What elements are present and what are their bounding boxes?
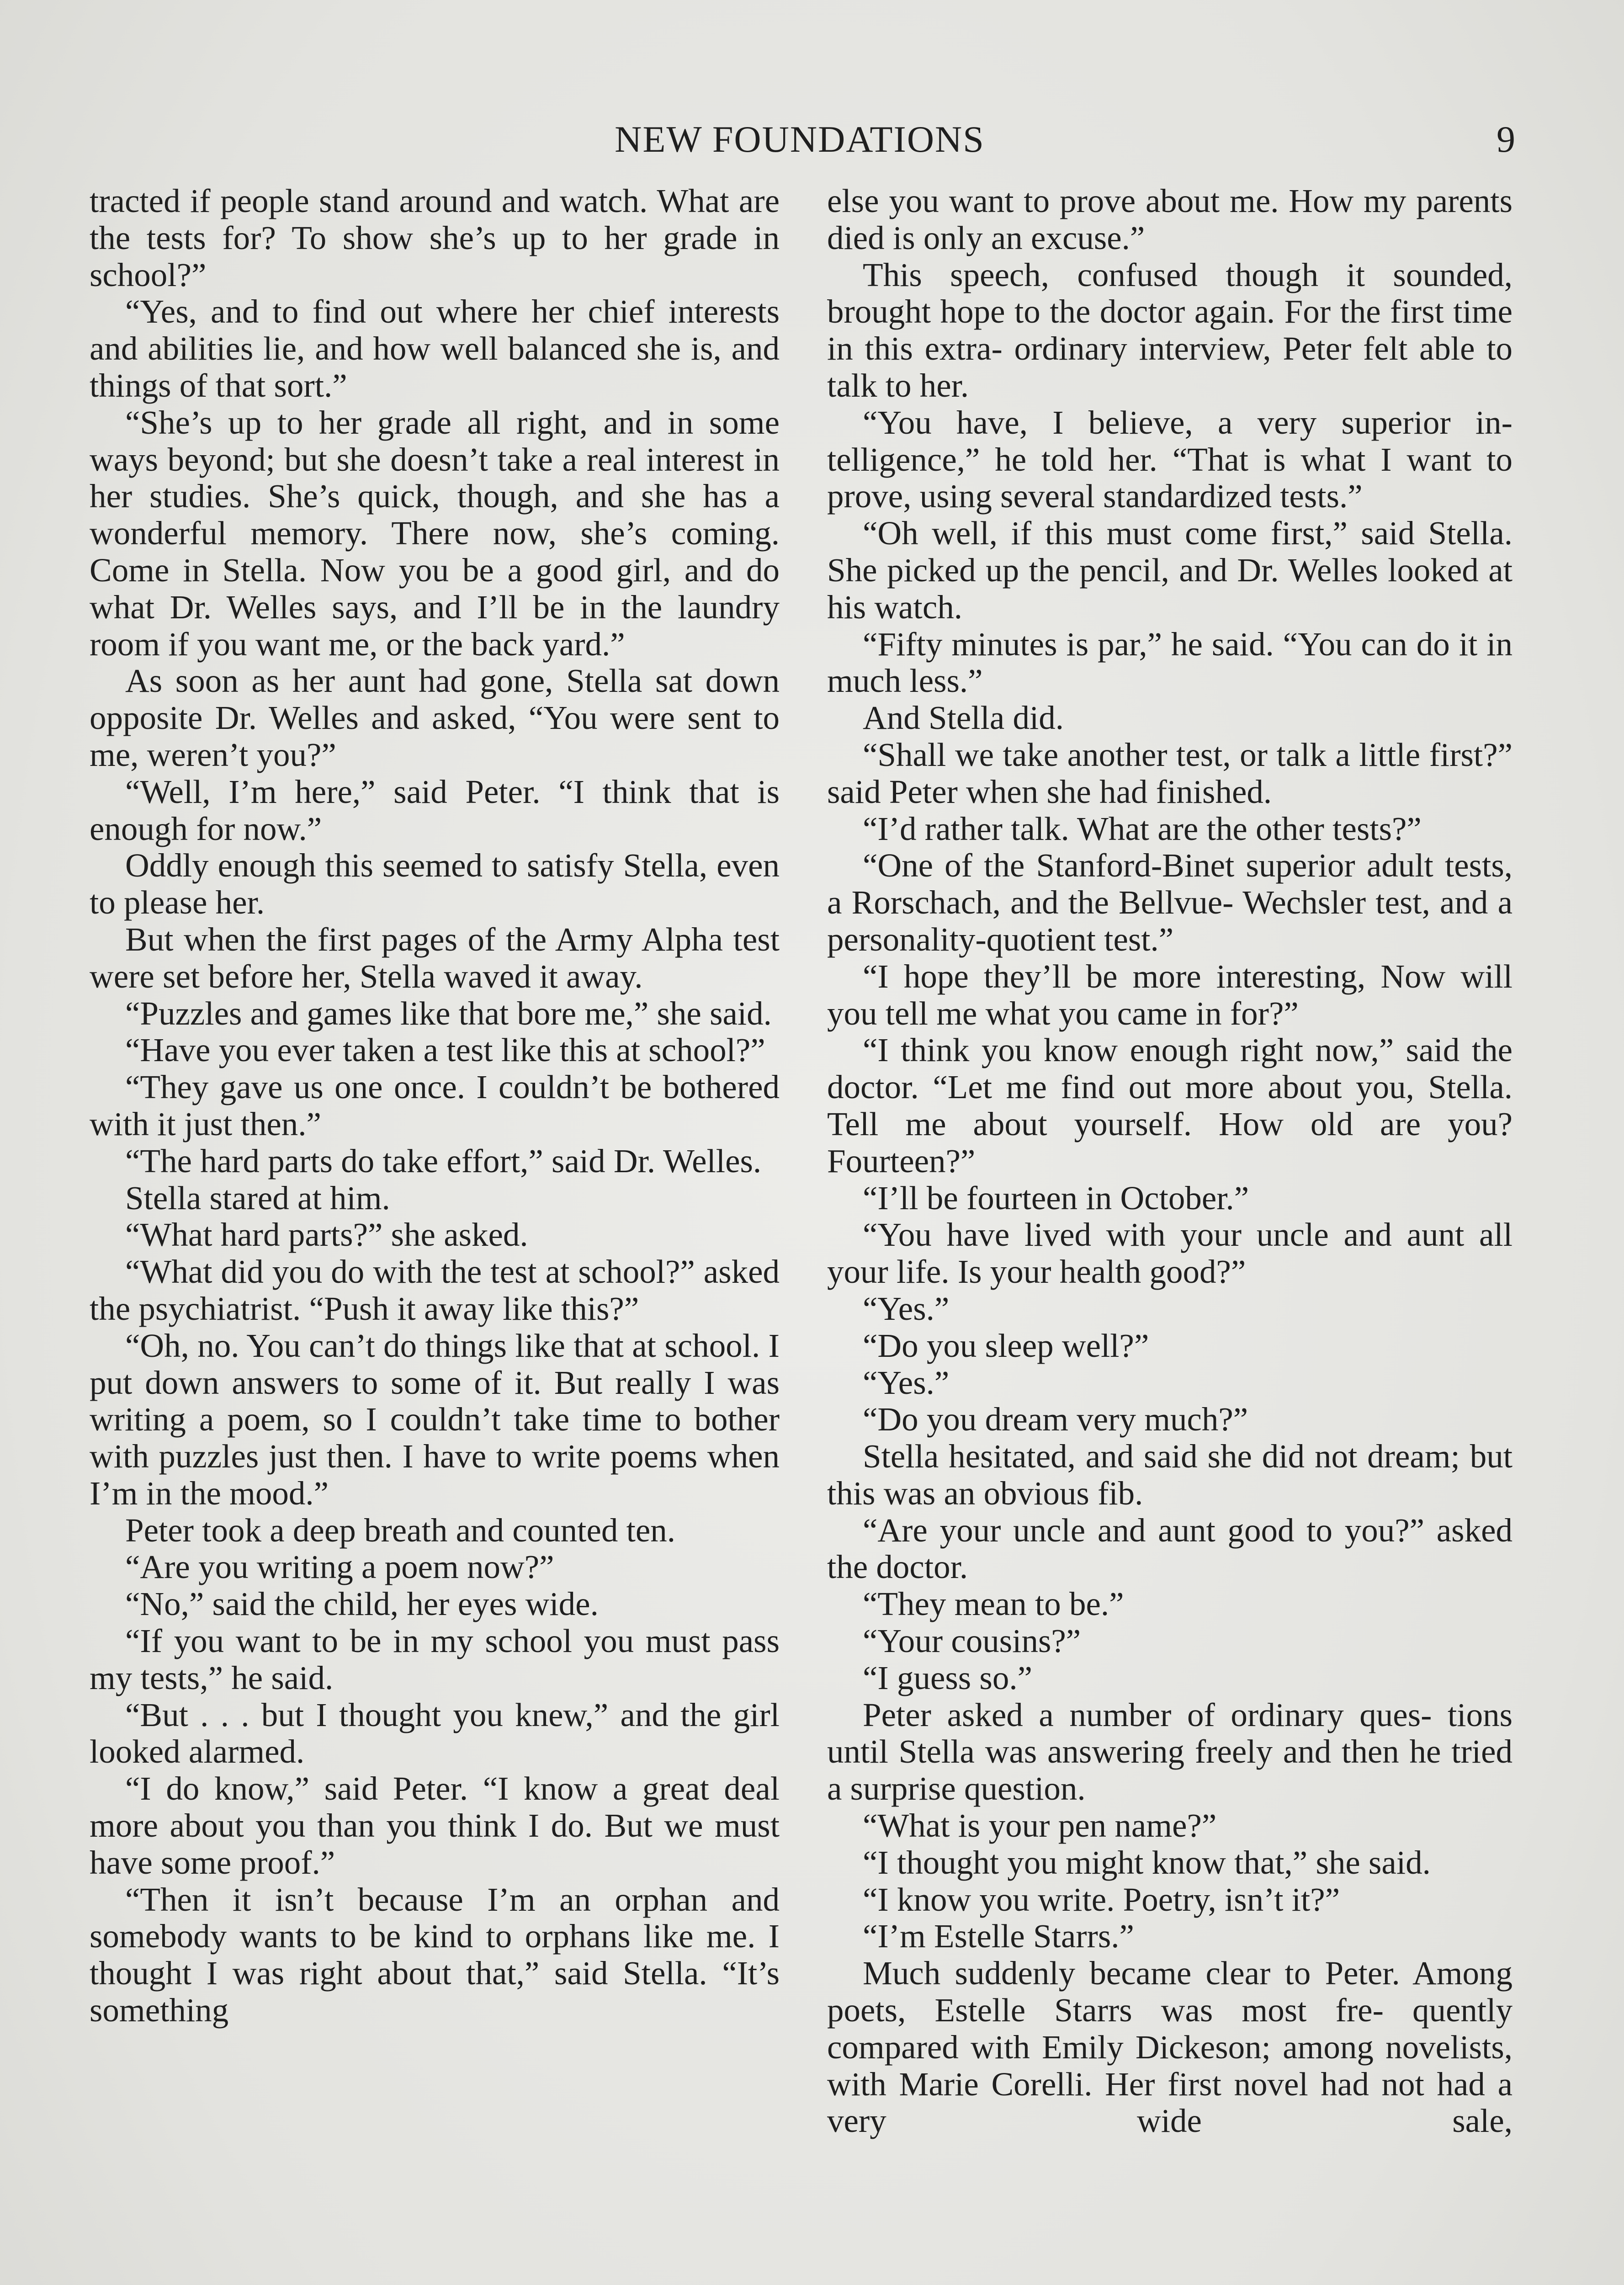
paragraph: “Your cousins?” <box>863 1622 1081 1660</box>
running-title: NEW FOUNDATIONS <box>615 118 985 160</box>
paragraph: “She’s up to her grade all right, and in some ways beyond; but she doesn’t take a real interest in her studies. She’s quick, though, and she has a wonderful memory. There now, she’s coming. Come in Stella. Now you be a good girl, and do what Dr. Welles says, and I’ll be in the laundry room if you want me, or the back yard.” <box>90 404 780 663</box>
paragraph: As soon as her aunt had gone, Stella sat down opposite Dr. Welles and asked, “You were sent to me, weren’t you?” <box>90 662 780 773</box>
paragraph: But when the first pages of the Army Alpha test were set before her, Stella waved it away. <box>90 920 780 995</box>
paragraph: “Are you writing a poem now?” <box>125 1548 554 1586</box>
paragraph: “Shall we take another test, or talk a little first?” said Peter when she had finished. <box>827 736 1513 810</box>
paragraph: “I hope they’ll be more interesting, Now will you tell me what you came in for?” <box>827 957 1513 1032</box>
page-number: 9 <box>1497 118 1515 160</box>
paragraph: Peter asked a number of ordinary ques- tions until Stella was answering freely and then he tried a surprise question. <box>827 1696 1513 1807</box>
paragraph: “Do you sleep well?” <box>863 1327 1149 1364</box>
paragraph: This speech, confused though it sounded, brought hope to the doctor again. For the first time in this extra- ordinary interview, Peter felt able to talk to her. <box>827 256 1513 404</box>
paragraph: “Oh well, if this must come first,” said Stella. She picked up the pencil, and Dr. Welles looked at his watch. <box>827 515 1513 626</box>
paragraph: “You have, I believe, a very superior in- telligence,” he told her. “That is what I want to prove, using several standardized tests.” <box>827 404 1513 515</box>
paragraph: Stella hesitated, and said she did not dream; but this was an obvious fib. <box>827 1438 1513 1512</box>
left-text-column <box>90 183 780 2285</box>
paragraph: “Yes.” <box>863 1290 950 1327</box>
paragraph: Oddly enough this seemed to satisfy Stella, even to please her. <box>90 847 780 921</box>
paragraph: And Stella did. <box>863 699 1064 737</box>
paragraph: “What did you do with the test at school?” asked the psychiatrist. “Push it away like this?” <box>90 1253 780 1327</box>
paragraph: “Oh, no. You can’t do things like that at school. I put down answers to some of it. But really I was writing a poem, so I couldn’t take time to bother with puzzles just then. I have to write poems when I’m in the mood.” <box>90 1327 780 1512</box>
paragraph: “Then it isn’t because I’m an orphan and somebody wants to be kind to orphans like me. I thought I was right about that,” said Stella. “It’s something <box>90 1881 780 2029</box>
paragraph: “Puzzles and games like that bore me,” she said. <box>125 994 772 1032</box>
paragraph: “They gave us one once. I couldn’t be bothered with it just then.” <box>90 1068 780 1142</box>
paragraph: “Yes, and to find out where her chief interests and abilities lie, and how well balanced she is, and things of that sort.” <box>90 293 780 404</box>
paragraph: “One of the Stanford-Binet superior adult tests, a Rorschach, and the Bellvue- Wechsler test, and a personality-quotient test.” <box>827 847 1513 958</box>
paragraph: “What is your pen name?” <box>863 1807 1217 1844</box>
paragraph: “No,” said the child, her eyes wide. <box>125 1585 599 1623</box>
paragraph: “I’d rather talk. What are the other tests?” <box>863 810 1422 847</box>
paragraph: “But . . . but I thought you knew,” and the girl looked alarmed. <box>90 1696 780 1770</box>
paragraph: Peter took a deep breath and counted ten. <box>125 1511 676 1549</box>
paragraph: “They mean to be.” <box>863 1585 1124 1623</box>
right-text-column <box>827 183 1513 2285</box>
paragraph: “I know you write. Poetry, isn’t it?” <box>863 1881 1340 1918</box>
paragraph: Stella stared at him. <box>125 1179 390 1217</box>
running-head <box>91 114 1515 169</box>
paragraph: Much suddenly became clear to Peter. Among poets, Estelle Starrs was most fre- quently compared with Emily Dickeson; among novelists, with Marie Corelli. Her first novel had not had a very wide sale, <box>827 1955 1513 2140</box>
paragraph: “Fifty minutes is par,” he said. “You can do it in much less.” <box>827 625 1513 700</box>
paragraph: “I think you know enough right now,” said the doctor. “Let me find out more about you, Stella. Tell me about yourself. How old are you? Fourteen?” <box>827 1031 1513 1180</box>
paragraph: “Do you dream very much?” <box>863 1401 1248 1438</box>
paragraph: “I guess so.” <box>863 1659 1032 1696</box>
paragraph: tracted if people stand around and watch. What are the tests for? To show she’s up to her grade in school?” <box>90 182 780 293</box>
paragraph: “I do know,” said Peter. “I know a great deal more about you than you think I do. But we must have some proof.” <box>90 1770 780 1881</box>
paragraph: “Well, I’m here,” said Peter. “I think that is enough for now.” <box>90 773 780 847</box>
paragraph: “If you want to be in my school you must pass my tests,” he said. <box>90 1622 780 1696</box>
paragraph: “What hard parts?” she asked. <box>125 1216 528 1254</box>
paragraph: “I’ll be fourteen in October.” <box>863 1179 1249 1217</box>
paragraph: else you want to prove about me. How my parents died is only an excuse.” <box>827 182 1513 256</box>
paragraph: “Are your uncle and aunt good to you?” asked the doctor. <box>827 1511 1513 1586</box>
paragraph: “The hard parts do take effort,” said Dr. Welles. <box>125 1142 762 1180</box>
paragraph: “I thought you might know that,” she said. <box>863 1844 1431 1881</box>
paragraph: “Yes.” <box>863 1364 950 1401</box>
paragraph: “You have lived with your uncle and aunt all your life. Is your health good?” <box>827 1216 1513 1291</box>
paragraph: “I’m Estelle Starrs.” <box>863 1918 1134 1955</box>
paragraph: “Have you ever taken a test like this at school?” <box>125 1031 765 1069</box>
